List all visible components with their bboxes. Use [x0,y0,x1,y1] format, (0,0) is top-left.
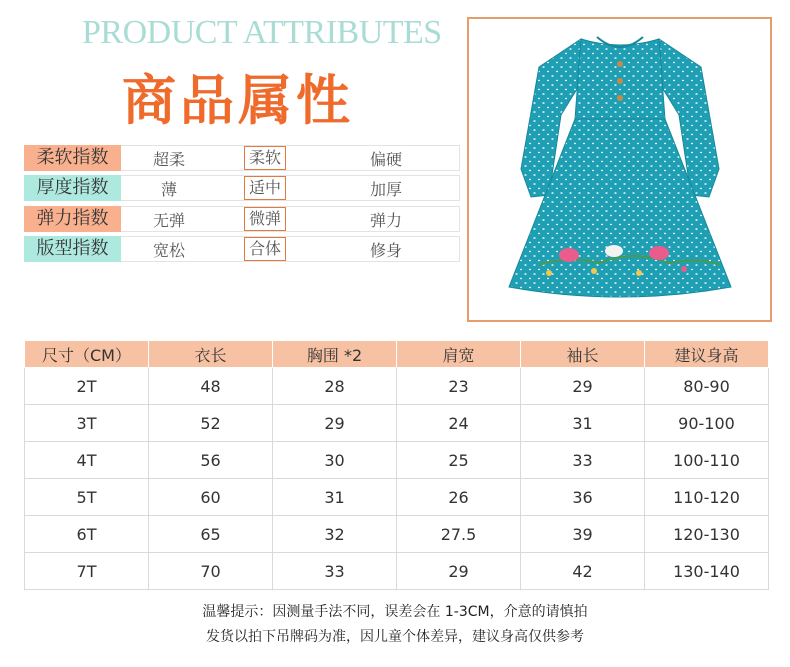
column-header: 袖长 [521,341,645,368]
table-cell: 120-130 [645,516,769,553]
table-cell: 65 [149,516,273,553]
table-row [25,442,769,479]
attribute-row-fit [24,236,460,262]
table-cell: 4T [25,442,149,479]
table-cell: 36 [521,479,645,516]
product-photo [467,17,772,322]
table-header-row [25,341,769,368]
teal-floral-dress-image [469,19,770,320]
table-cell: 29 [521,368,645,405]
attribute-row-softness [24,145,460,171]
table-cell: 39 [521,516,645,553]
table-cell: 33 [521,442,645,479]
attribute-options [121,236,460,262]
attribute-option: 薄 [160,179,177,199]
size-table [24,340,769,590]
table-cell: 80-90 [645,368,769,405]
attribute-option: 偏硬 [369,149,402,169]
table-cell: 23 [397,368,521,405]
column-header: 肩宽 [397,341,521,368]
attribute-options [121,145,460,171]
heading-chinese: 商品属性 [122,69,354,132]
table-row [25,479,769,516]
selected-option-box: 柔软 [244,146,286,170]
table-cell: 90-100 [645,405,769,442]
table-row [25,368,769,405]
note-line-1: 温馨提示：因测量手法不同，误差会在 1-3CM，介意的请慎拍 [202,604,588,620]
attribute-row-elasticity [24,206,460,232]
table-cell: 56 [149,442,273,479]
table-cell: 29 [273,405,397,442]
attribute-option-selected [217,146,313,170]
selected-option-box: 合体 [244,237,286,261]
table-cell: 5T [25,479,149,516]
table-cell: 42 [521,553,645,590]
attribute-label: 版型指数 [24,236,121,262]
table-row [25,553,769,590]
attribute-options [121,175,460,201]
table-cell: 27.5 [397,516,521,553]
attribute-option-selected [217,237,313,261]
table-cell: 60 [149,479,273,516]
table-cell: 52 [149,405,273,442]
table-cell: 25 [397,442,521,479]
table-cell: 33 [273,553,397,590]
column-header: 尺寸（CM） [25,341,149,368]
attribute-label: 厚度指数 [24,175,121,201]
attribute-option-selected [217,207,313,231]
note-line-2: 发货以拍下吊牌码为准，因儿童个体差异，建议身高仅供参考 [206,629,584,645]
attribute-option: 宽松 [152,240,185,260]
attribute-option: 无弹 [152,210,185,230]
column-header: 衣长 [149,341,273,368]
table-cell: 28 [273,368,397,405]
column-header: 建议身高 [645,341,769,368]
attribute-option: 超柔 [152,149,185,169]
table-cell: 26 [397,479,521,516]
table-cell: 2T [25,368,149,405]
attribute-option: 加厚 [369,179,402,199]
attribute-options [121,206,460,232]
column-header: 胸围 *2 [273,341,397,368]
table-cell: 7T [25,553,149,590]
table-row [25,516,769,553]
table-cell: 48 [149,368,273,405]
table-cell: 31 [521,405,645,442]
selected-option-box: 适中 [244,176,286,200]
table-cell: 31 [273,479,397,516]
table-cell: 6T [25,516,149,553]
table-cell: 70 [149,553,273,590]
attribute-row-thickness [24,175,460,201]
selected-option-box: 微弹 [244,207,286,231]
table-cell: 3T [25,405,149,442]
attribute-option: 修身 [369,240,402,260]
table-cell: 24 [397,405,521,442]
table-cell: 110-120 [645,479,769,516]
table-row [25,405,769,442]
table-cell: 100-110 [645,442,769,479]
table-cell: 29 [397,553,521,590]
attribute-label: 弹力指数 [24,206,121,232]
attribute-label: 柔软指数 [24,145,121,171]
table-cell: 32 [273,516,397,553]
attribute-option-selected [217,176,313,200]
attribute-option: 弹力 [369,210,402,230]
table-cell: 30 [273,442,397,479]
heading-english: PRODUCT ATTRIBUTES [82,14,442,51]
table-cell: 130-140 [645,553,769,590]
